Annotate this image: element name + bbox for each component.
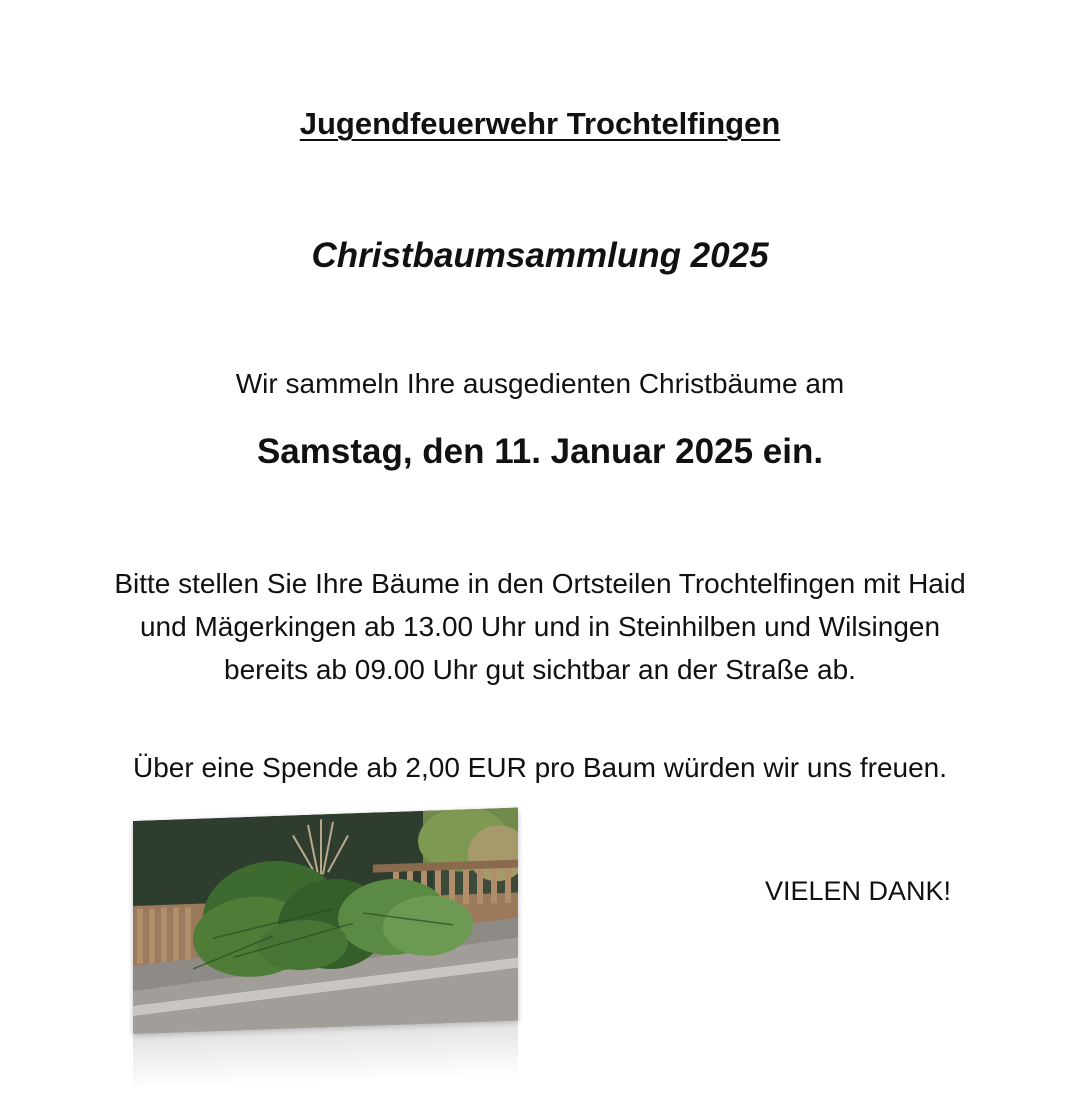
instructions-line-2: und Mägerkingen ab 13.00 Uhr und in Steinhilben und Wilsingen [139, 611, 941, 642]
collection-date: Samstag, den 11. Januar 2025 ein. [256, 432, 824, 471]
intro-text: Wir sammeln Ihre ausgedienten Christbäume am [235, 368, 845, 399]
instructions-line-3: bereits ab 09.00 Uhr gut sichtbar an der Straße ab. [224, 654, 856, 685]
christmas-trees-photo [133, 821, 518, 1091]
organization-title: Jugendfeuerwehr Trochtelfingen [299, 106, 781, 141]
thanks-text: VIELEN DANK! [765, 876, 952, 906]
instructions-paragraph [0, 562, 1080, 691]
donation-text: Über eine Spende ab 2,00 EUR pro Baum würden wir uns freuen. [132, 752, 948, 783]
trees-on-roadside-image [133, 808, 518, 1034]
event-title: Christbaumsammlung 2025 [311, 236, 769, 275]
photo-reflection [133, 1020, 518, 1089]
instructions-line-1: Bitte stellen Sie Ihre Bäume in den Ortsteilen Trochtelfingen mit Haid [114, 568, 966, 599]
